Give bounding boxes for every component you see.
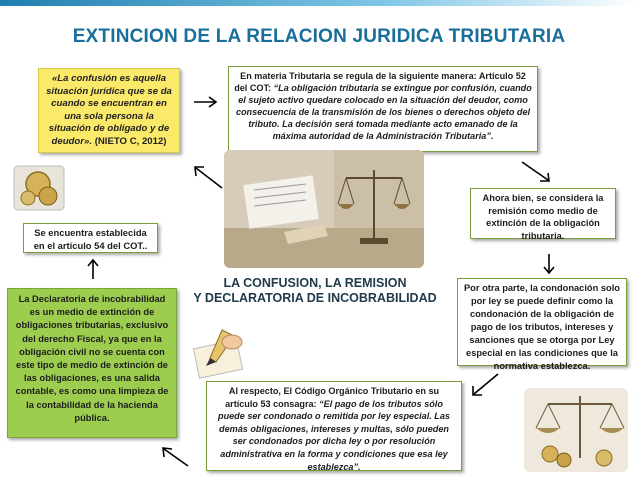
hand-writing-icon — [188, 322, 248, 382]
cot-article-52-intro: En materia Tributaria se regula de la siguiente manera: Artículo 52 del COT: — [234, 71, 526, 93]
cot-article-53-quote: “El pago de los tributos sólo puede ser condonado o remitida por ley especial. Las demás obligaciones, intereses y multas, sólo pueden ser condonados por dicha ley o por resolución administrativa en la forma y condiciones que esa ley establezca”. — [218, 398, 450, 472]
coins-icon — [10, 156, 74, 218]
page-title: EXTINCION DE LA RELACION JURIDICA TRIBUTARIA — [72, 26, 566, 47]
cot-article-52-quote: “La obligación tributaria se extingue por confusión, cuando el sujeto activo quedare colocado en la situación del deudor, como consecuencia de la transmisión de los bienes o derechos objeto del tributo. La decisión será tomada mediante acto emanado de la máxima autoridad de la Administración Tributaria”. — [235, 83, 532, 141]
arrow-down-icon — [542, 253, 556, 275]
remision-text: Ahora bien, se considera la remisión como medio de extinción de la obligación tributaria. — [482, 193, 604, 241]
arrow-up-icon — [86, 258, 100, 280]
scales-coins-icon — [520, 382, 634, 476]
confusion-quote-box — [38, 68, 180, 153]
declaratoria-text: La Declaratoria de incobrabilidad es un medio de extinción de obligaciones tributarias, exclusivo del derecho Fiscal, ya que en la obligación civil no se cuenta con este tipo de medio de extinción de las obligaciones, es una salida contable, es como una limpieza de la contabilidad de la hacienda pública. — [15, 294, 169, 423]
condonacion-box — [457, 278, 627, 371]
arrow-down-right-icon — [520, 160, 552, 184]
cot-article-52-box — [228, 66, 538, 152]
arrow-down-left-icon — [470, 372, 500, 398]
confusion-quote-text: «La confusión es aquella situación jurídica que se da cuando se encuentran en una sola persona la situación de obligado y de deudor». — [46, 73, 172, 147]
article-54-box — [23, 223, 158, 253]
central-topic-title — [190, 276, 440, 306]
central-topic-line-2: Y DECLARATORIA DE INCOBRABILIDAD — [193, 291, 437, 305]
cot-article-53-intro: Al respecto, El Código Orgánico Tributario en su artículo 53 consagra: — [225, 386, 440, 409]
scales-of-justice-image — [224, 150, 424, 268]
condonacion-text: Por otra parte, la condonación solo por ley se puede definir como la condonación de la obligación de pago de los tributos, intereses y sanciones que se otorga por Ley especial en las condiciones que la normativa establezca. — [463, 283, 620, 371]
central-topic-line-1: LA CONFUSION, LA REMISION — [223, 276, 407, 290]
cot-article-53-box — [206, 381, 462, 471]
remision-box — [470, 188, 616, 239]
header-stripe — [0, 0, 638, 6]
declaratoria-incobrabilidad-box — [7, 288, 177, 438]
confusion-quote-cite: (NIETO C, 2012) — [94, 135, 167, 147]
article-54-text: Se encuentra establecida en el artículo 54 del COT.. — [33, 227, 148, 251]
arrow-up-left-icon — [192, 164, 224, 190]
arrow-right-icon — [193, 95, 219, 109]
arrow-bottom-left-icon — [160, 446, 190, 468]
